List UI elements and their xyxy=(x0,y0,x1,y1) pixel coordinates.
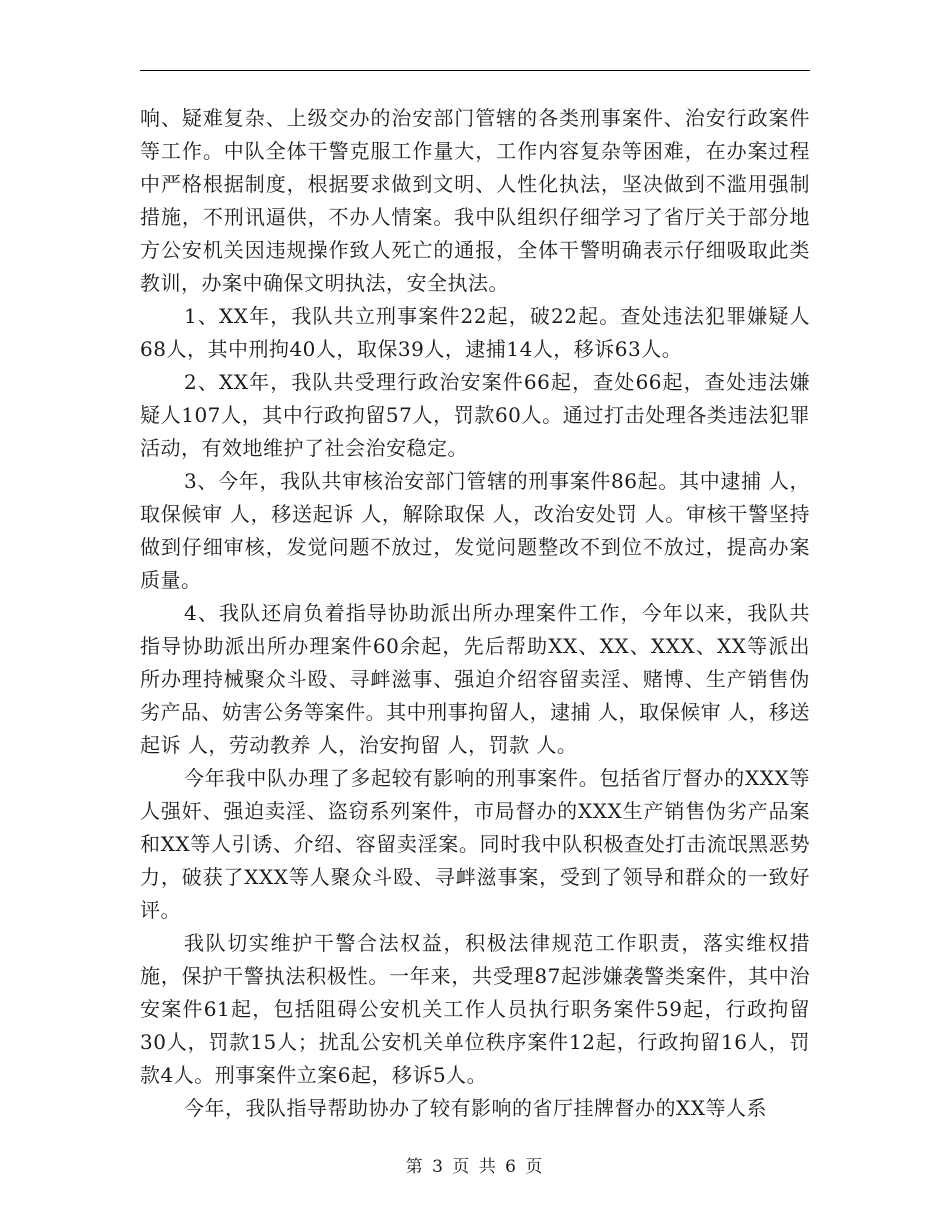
paragraph: 4、我队还肩负着指导协助派出所办理案件工作，今年以来，我队共指导协助派出所办理案件60余起，先后帮助XX、XX、XXX、XX等派出所办理持械聚众斗殴、寻衅滋事、强迫介绍容留卖淫、赌博、生产销售伪劣产品、妨害公务等案件。其中刑事拘留人，逮捕 人，取保候审 人，移送起诉 人，劳动教养 人，治安拘留 人，罚款 人。 xyxy=(140,601,810,757)
paragraph: 响、疑难复杂、上级交办的治安部门管辖的各类刑事案件、治安行政案件等工作。中队全体干警克服工作量大，工作内容复杂等困难，在办案过程中严格根据制度，根据要求做到文明、人性化执法，坚决做到不滥用强制措施，不刑讯逼供，不办人情案。我中队组织仔细学习了省厅关于部分地方公安机关因违规操作致人死亡的通报，全体干警明确表示仔细吸取此类教训，办案中确保文明执法，安全执法。 xyxy=(140,106,810,295)
header-rule xyxy=(140,70,810,71)
paragraph: 今年，我队指导帮助协办了较有影响的省厅挂牌督办的XX等人系 xyxy=(184,1096,767,1120)
paragraph: 1、XX年，我队共立刑事案件22起，破22起。查处违法犯罪嫌疑人68人，其中刑拘40人，取保39人，逮捕14人，移诉63人。 xyxy=(140,304,810,361)
paragraph: 我队切实维护干警合法权益，积极法律规范工作职责，落实维权措施，保护干警执法积极性。一年来，共受理87起涉嫌袭警类案件，其中治安案件61起，包括阻碍公安机关工作人员执行职务案件59起，行政拘留30人，罚款15人；扰乱公安机关单位秩序案件12起，行政拘留16人，罚款4人。刑事案件立案6起，移诉5人。 xyxy=(140,931,810,1087)
paragraph: 今年我中队办理了多起较有影响的刑事案件。包括省厅督办的XXX等人强奸、强迫卖淫、盗窃系列案件，市局督办的XXX生产销售伪劣产品案和XX等人引诱、介绍、容留卖淫案。同时我中队积极查处打击流氓黑恶势力，破获了XXX等人聚众斗殴、寻衅滋事案，受到了领导和群众的一致好评。 xyxy=(140,766,810,922)
page-number: 第 3 页 共 6 页 xyxy=(405,1157,545,1177)
document-body xyxy=(140,102,810,1125)
paragraph: 3、今年，我队共审核治安部门管辖的刑事案件86起。其中逮捕 人，取保候审 人，移送起诉 人，解除取保 人，改治安处罚 人。审核干警坚持做到仔细审核，发觉问题不放过，发觉问题整改不到位不放过，提高办案质量。 xyxy=(140,469,810,592)
paragraph: 2、XX年，我队共受理行政治安案件66起，查处66起，查处违法嫌疑人107人，其中行政拘留57人，罚款60人。通过打击处理各类违法犯罪活动，有效地维护了社会治安稳定。 xyxy=(140,370,810,460)
